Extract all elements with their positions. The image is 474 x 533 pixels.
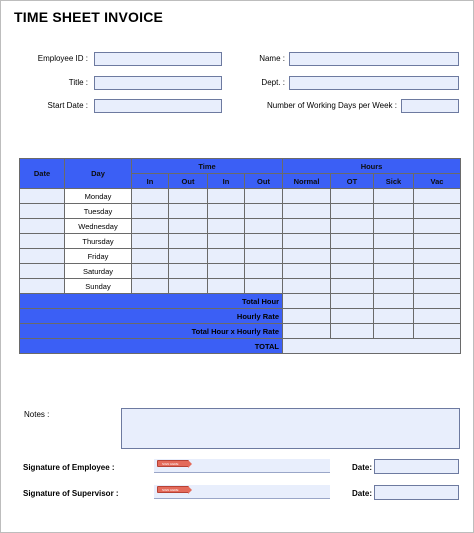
date-cell[interactable] — [20, 204, 65, 219]
vac-cell[interactable] — [414, 234, 461, 249]
page-title: TIME SHEET INVOICE — [14, 9, 164, 25]
col-normal: Normal — [283, 174, 331, 189]
in-cell[interactable] — [132, 279, 169, 294]
out-cell[interactable] — [169, 264, 208, 279]
working-days-field[interactable] — [401, 99, 459, 113]
in-cell[interactable] — [208, 279, 245, 294]
date-cell[interactable] — [20, 234, 65, 249]
supervisor-date-label: Date: — [352, 489, 373, 498]
rate-ot-cell[interactable] — [331, 309, 374, 324]
total-normal-cell[interactable] — [283, 294, 331, 309]
in-cell[interactable] — [208, 219, 245, 234]
in-cell[interactable] — [132, 204, 169, 219]
grand-total-label: TOTAL — [20, 339, 283, 354]
total-hour-label: Total Hour — [20, 294, 283, 309]
employee-signature-field[interactable] — [154, 459, 330, 473]
amount-normal-cell[interactable] — [283, 324, 331, 339]
in-cell[interactable] — [208, 249, 245, 264]
sign-here-icon — [157, 486, 189, 493]
date-cell[interactable] — [20, 219, 65, 234]
col-day-header: Day — [65, 159, 132, 189]
total-sick-cell[interactable] — [374, 294, 414, 309]
day-cell: Sunday — [65, 279, 132, 294]
time-group-header: Time — [132, 159, 283, 174]
sick-cell[interactable] — [374, 189, 414, 204]
table-row — [20, 219, 461, 234]
ot-cell[interactable] — [331, 249, 374, 264]
in-cell[interactable] — [132, 219, 169, 234]
dept-label: Dept. : — [261, 78, 285, 87]
ot-cell[interactable] — [331, 234, 374, 249]
sick-cell[interactable] — [374, 234, 414, 249]
normal-cell[interactable] — [283, 204, 331, 219]
supervisor-date-field[interactable] — [374, 485, 459, 500]
supervisor-signature-field[interactable] — [154, 485, 330, 499]
table-row — [20, 279, 461, 294]
amount-sick-cell[interactable] — [374, 324, 414, 339]
notes-field[interactable] — [121, 408, 460, 449]
name-label: Name : — [259, 54, 285, 63]
col-out-2: Out — [245, 174, 283, 189]
normal-cell[interactable] — [283, 279, 331, 294]
sick-cell[interactable] — [374, 219, 414, 234]
total-ot-cell[interactable] — [331, 294, 374, 309]
col-out-1: Out — [169, 174, 208, 189]
date-cell[interactable] — [20, 249, 65, 264]
title-label: Title : — [68, 78, 88, 87]
vac-cell[interactable] — [414, 189, 461, 204]
day-cell: Saturday — [65, 264, 132, 279]
col-in-2: In — [208, 174, 245, 189]
table-row — [20, 204, 461, 219]
table-row — [20, 264, 461, 279]
day-cell: Thursday — [65, 234, 132, 249]
in-cell[interactable] — [208, 189, 245, 204]
title-field[interactable] — [94, 76, 222, 90]
start-date-label: Start Date : — [47, 101, 88, 110]
in-cell[interactable] — [132, 264, 169, 279]
vac-cell[interactable] — [414, 204, 461, 219]
col-sick: Sick — [374, 174, 414, 189]
grand-total-row — [20, 339, 461, 354]
normal-cell[interactable] — [283, 264, 331, 279]
out-cell[interactable] — [169, 234, 208, 249]
ot-cell[interactable] — [331, 279, 374, 294]
rate-normal-cell[interactable] — [283, 309, 331, 324]
hourly-rate-label: Hourly Rate — [20, 309, 283, 324]
out-cell[interactable] — [245, 219, 283, 234]
normal-cell[interactable] — [283, 219, 331, 234]
table-row — [20, 189, 461, 204]
total-x-rate-label: Total Hour x Hourly Rate — [20, 324, 283, 339]
out-cell[interactable] — [169, 189, 208, 204]
sick-cell[interactable] — [374, 249, 414, 264]
employee-signature-label: Signature of Employee : — [23, 463, 115, 472]
ot-cell[interactable] — [331, 204, 374, 219]
rate-sick-cell[interactable] — [374, 309, 414, 324]
dept-field[interactable] — [289, 76, 459, 90]
out-cell[interactable] — [169, 249, 208, 264]
in-cell[interactable] — [208, 234, 245, 249]
ot-cell[interactable] — [331, 219, 374, 234]
total-vac-cell[interactable] — [414, 294, 461, 309]
day-cell: Friday — [65, 249, 132, 264]
hourly-rate-row — [20, 309, 461, 324]
out-cell[interactable] — [245, 204, 283, 219]
sign-here-icon — [157, 460, 189, 467]
supervisor-signature-label: Signature of Supervisor : — [23, 489, 119, 498]
timesheet-table — [19, 158, 461, 354]
out-cell[interactable] — [245, 249, 283, 264]
amount-vac-cell[interactable] — [414, 324, 461, 339]
normal-cell[interactable] — [283, 189, 331, 204]
working-days-label: Number of Working Days per Week : — [267, 101, 397, 110]
date-cell[interactable] — [20, 279, 65, 294]
grand-total-cell[interactable] — [283, 339, 461, 354]
date-cell[interactable] — [20, 264, 65, 279]
total-hour-row — [20, 294, 461, 309]
day-cell: Monday — [65, 189, 132, 204]
vac-cell[interactable] — [414, 264, 461, 279]
day-cell: Wednesday — [65, 219, 132, 234]
table-row — [20, 234, 461, 249]
rate-vac-cell[interactable] — [414, 309, 461, 324]
out-cell[interactable] — [245, 234, 283, 249]
ot-cell[interactable] — [331, 264, 374, 279]
employee-id-field[interactable] — [94, 52, 222, 66]
out-cell[interactable] — [169, 204, 208, 219]
sick-cell[interactable] — [374, 264, 414, 279]
ot-cell[interactable] — [331, 189, 374, 204]
in-cell[interactable] — [132, 249, 169, 264]
table-row — [20, 249, 461, 264]
in-cell[interactable] — [132, 234, 169, 249]
employee-id-label: Employee ID : — [37, 54, 88, 63]
col-date-header: Date — [20, 159, 65, 189]
vac-cell[interactable] — [414, 249, 461, 264]
notes-label: Notes : — [24, 410, 50, 419]
in-cell[interactable] — [208, 264, 245, 279]
in-cell[interactable] — [208, 204, 245, 219]
vac-cell[interactable] — [414, 219, 461, 234]
out-cell[interactable] — [245, 279, 283, 294]
sick-cell[interactable] — [374, 279, 414, 294]
normal-cell[interactable] — [283, 249, 331, 264]
start-date-field[interactable] — [94, 99, 222, 113]
col-vac: Vac — [414, 174, 461, 189]
sign-here-text: SIGN HERE — [162, 462, 179, 466]
name-field[interactable] — [289, 52, 459, 66]
normal-cell[interactable] — [283, 234, 331, 249]
out-cell[interactable] — [245, 189, 283, 204]
sick-cell[interactable] — [374, 204, 414, 219]
total-x-rate-row — [20, 324, 461, 339]
out-cell[interactable] — [169, 219, 208, 234]
hours-group-header: Hours — [283, 159, 461, 174]
amount-ot-cell[interactable] — [331, 324, 374, 339]
sign-here-text: SIGN HERE — [162, 488, 179, 492]
col-in-1: In — [132, 174, 169, 189]
out-cell[interactable] — [245, 264, 283, 279]
out-cell[interactable] — [169, 279, 208, 294]
date-cell[interactable] — [20, 189, 65, 204]
col-ot: OT — [331, 174, 374, 189]
employee-date-label: Date: — [352, 463, 373, 472]
in-cell[interactable] — [132, 189, 169, 204]
vac-cell[interactable] — [414, 279, 461, 294]
day-cell: Tuesday — [65, 204, 132, 219]
employee-date-field[interactable] — [374, 459, 459, 474]
